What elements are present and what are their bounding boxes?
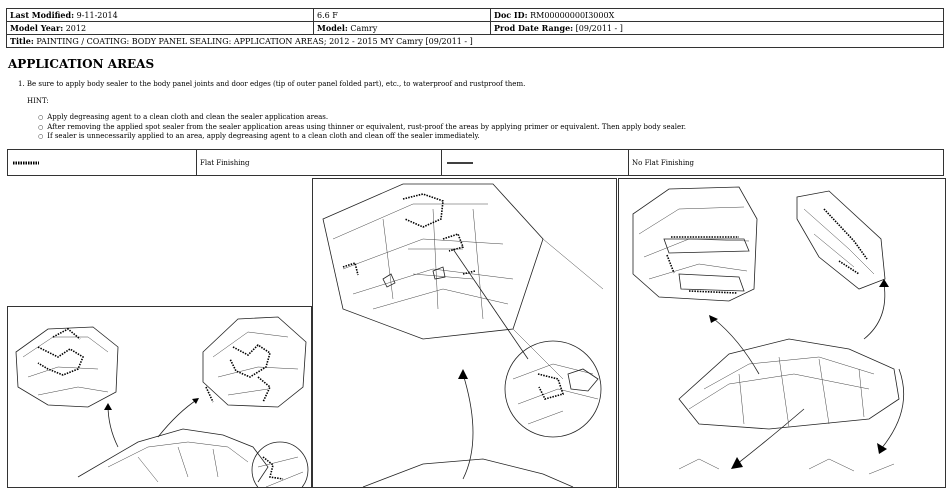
- dashed-sealer-line-icon: [11, 159, 41, 167]
- floor-rear-drawing: [313, 179, 616, 487]
- no-flat-finishing-symbol-cell: [442, 150, 629, 176]
- side-body-drawing: [619, 179, 945, 487]
- last-modified-value: 9-11-2014: [76, 11, 118, 20]
- legend-table: [7, 149, 944, 176]
- step-1-text: 1. Be sure to apply body sealer to the body panel joints and door edges (tip of outer panel folded part), etc., to waterproof and rustproof them.: [18, 80, 526, 88]
- hint-item: [38, 123, 686, 133]
- prod-date-value: [09/2011 - ]: [575, 24, 623, 33]
- model-year-label: Model Year:: [10, 23, 64, 33]
- model-value: Camry: [350, 24, 378, 33]
- flat-finishing-symbol-cell: [8, 150, 197, 176]
- hint-item: [38, 132, 686, 142]
- page-heading: APPLICATION AREAS: [8, 57, 155, 71]
- model-label: Model:: [317, 23, 348, 33]
- illustration-floor-rear: [312, 178, 617, 488]
- title-value: PAINTING / COATING: BODY PANEL SEALING: APPLICATION AREAS; 2012 - 2015 MY Camry [09/2011 - ]: [36, 37, 473, 46]
- document-header-table: [6, 8, 944, 48]
- hint-text: After removing the applied spot sealer from the sealer application areas using thinner or equivalent, rust-proof the areas by applying primer or equivalent. Then apply body sealer.: [47, 122, 686, 131]
- model-year-value: 2012: [65, 24, 87, 33]
- no-flat-finishing-label: No Flat Finishing: [632, 158, 695, 167]
- hint-list: [38, 113, 686, 142]
- prod-date-label: Prod Date Range:: [494, 23, 574, 33]
- hint-text: Apply degreasing agent to a clean cloth and clean the sealer application areas.: [47, 113, 329, 121]
- solid-sealer-line-icon: [445, 159, 475, 167]
- hint-item: [38, 113, 686, 123]
- front-body-drawing: [8, 307, 311, 487]
- doc-id-label: Doc ID:: [494, 10, 528, 20]
- last-modified-label: Last Modified:: [10, 10, 75, 20]
- illustration-side-body: [618, 178, 946, 488]
- hint-text: If sealer is unnecessarily applied to an area, apply degreasing agent to a clean cloth and clean off the sealer immediately.: [47, 132, 480, 141]
- version-value: 6.6 F: [317, 10, 338, 20]
- illustration-front-body: [7, 306, 312, 488]
- hint-label: HINT:: [27, 97, 49, 105]
- flat-finishing-label: Flat Finishing: [200, 158, 250, 167]
- title-label: Title:: [10, 36, 34, 46]
- doc-id-value: RM00000000I3000X: [530, 11, 615, 20]
